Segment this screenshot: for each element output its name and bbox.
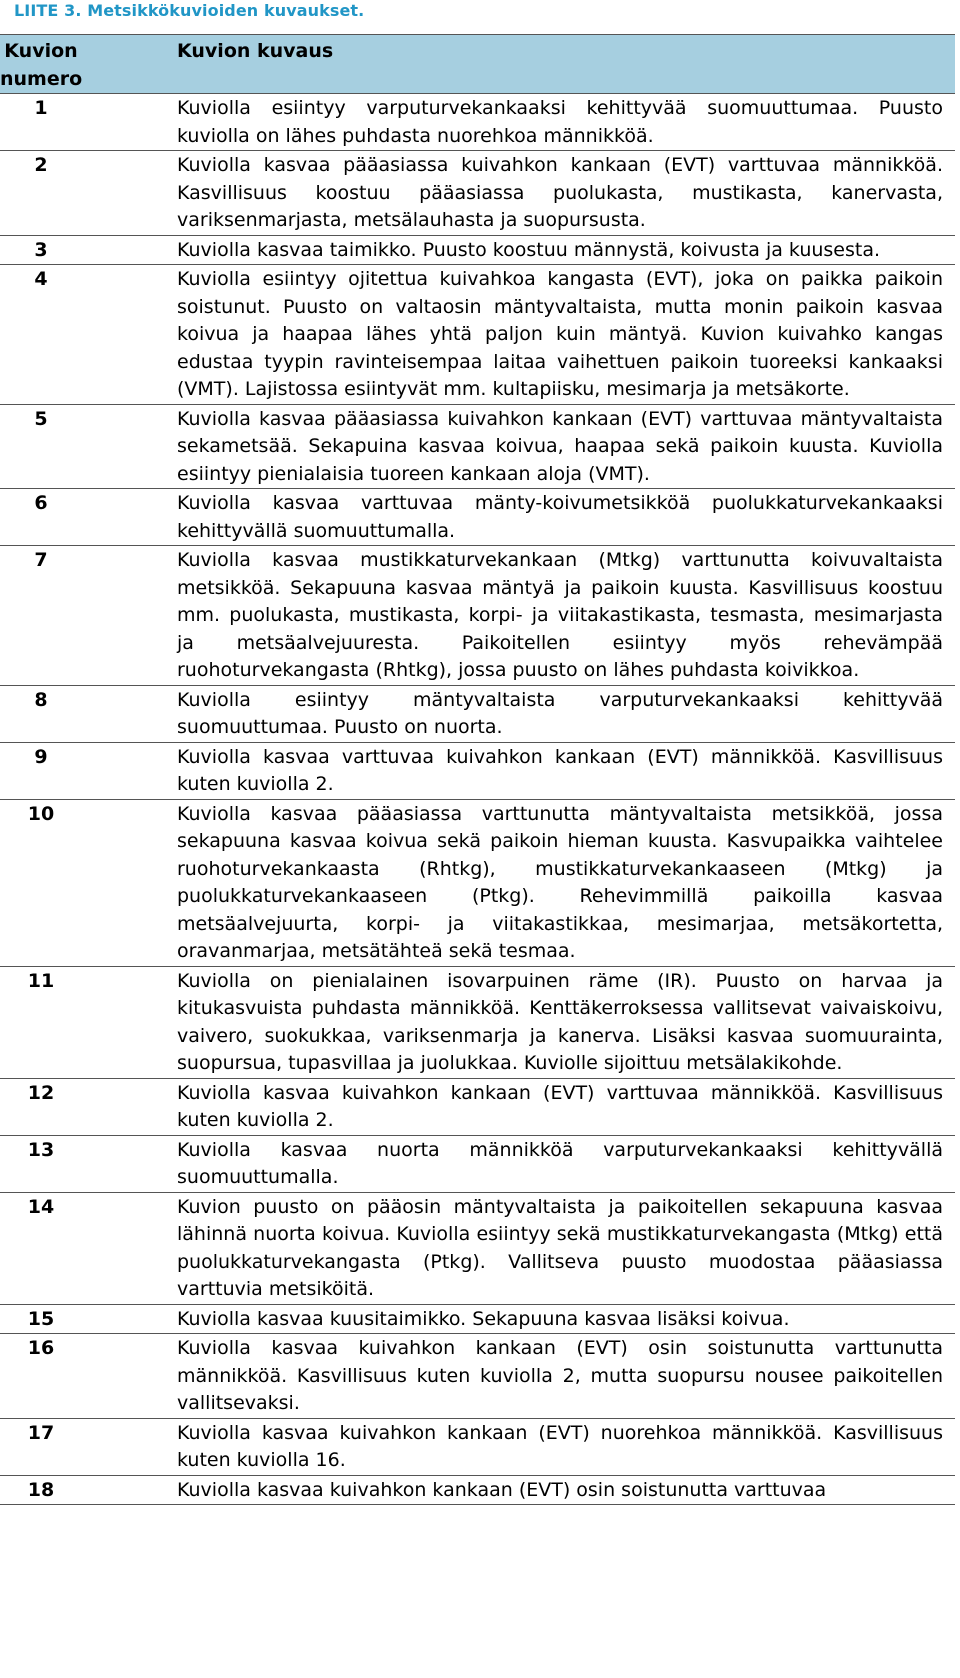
row-number: 16 (0, 1334, 172, 1419)
row-number: 6 (0, 489, 172, 546)
row-description: Kuviolla kasvaa kuivahkon kankaan (EVT) varttuvaa männikköä. Kasvillisuus kuten kuviolla 2. (172, 1078, 955, 1135)
table-row (0, 1475, 955, 1505)
document-title: LIITE 3. Metsikkökuvioiden kuvaukset. (14, 1, 365, 20)
table-row (0, 1192, 955, 1304)
table-row (0, 265, 955, 405)
row-number: 11 (0, 966, 172, 1078)
row-number: 17 (0, 1418, 172, 1475)
table-row (0, 1135, 955, 1192)
row-description: Kuviolla esiintyy varputurvekankaaksi kehittyvää suomuuttumaa. Puusto kuviolla on lähes puhdasta nuorehkoa männikköä. (172, 94, 955, 151)
table-row (0, 966, 955, 1078)
row-number: 1 (0, 94, 172, 151)
row-description: Kuviolla kasvaa kuusitaimikko. Sekapuuna kasvaa lisäksi koivua. (172, 1304, 955, 1334)
table-row (0, 685, 955, 742)
row-number: 9 (0, 742, 172, 799)
row-number: 8 (0, 685, 172, 742)
row-description: Kuviolla kasvaa varttuvaa mänty-koivumetsikköä puolukkaturvekankaaksi kehittyvällä suomuuttumalla. (172, 489, 955, 546)
row-number: 13 (0, 1135, 172, 1192)
row-number: 15 (0, 1304, 172, 1334)
table-row (0, 742, 955, 799)
row-number: 18 (0, 1475, 172, 1505)
row-number: 12 (0, 1078, 172, 1135)
row-number: 7 (0, 546, 172, 686)
header-kuvion-kuvaus: Kuvion kuvaus (172, 35, 955, 94)
header-kuvion-numero: Kuvion numero (0, 35, 172, 94)
row-description: Kuviolla kasvaa varttuvaa kuivahkon kankaan (EVT) männikköä. Kasvillisuus kuten kuviolla 2. (172, 742, 955, 799)
table-row (0, 404, 955, 489)
table-row (0, 151, 955, 236)
row-number: 14 (0, 1192, 172, 1304)
row-number: 5 (0, 404, 172, 489)
table-row (0, 1304, 955, 1334)
row-description: Kuviolla kasvaa pääasiassa kuivahkon kankaan (EVT) varttuvaa mäntyvaltaista sekametsää. Sekapuina kasvaa koivua, haapaa sekä paikoin kuusta. Kuviolla esiintyy pienialaisia tuoreen kankaan aloja (VMT). (172, 404, 955, 489)
row-description: Kuviolla kasvaa kuivahkon kankaan (EVT) nuorehkoa männikköä. Kasvillisuus kuten kuviolla 16. (172, 1418, 955, 1475)
table-row (0, 489, 955, 546)
table-row (0, 1334, 955, 1419)
row-number: 10 (0, 799, 172, 966)
row-description: Kuviolla esiintyy ojitettua kuivahkoa kangasta (EVT), joka on paikka paikoin soistunut. Puusto on valtaosin mäntyvaltaista, mutta monin paikoin kasvaa koivua ja haapaa lähes yhtä paljon kuin mäntyä. Kuvion kuivahko kangas edustaa tyypin ravinteisempaa laitaa vaihettuen paikoin tuoreeksi kankaaksi (VMT). Lajistossa esiintyvät mm. kultapiisku, mesimarja ja metsäkorte. (172, 265, 955, 405)
row-number: 2 (0, 151, 172, 236)
row-description: Kuviolla kasvaa mustikkaturvekankaan (Mtkg) varttunutta koivuvaltaista metsikköä. Sekapuuna kasvaa mäntyä ja paikoin kuusta. Kasvillisuus koostuu mm. puolukasta, mustikasta, korpi- ja viitakastikasta, tesmasta, mesimarjasta ja metsäalvejuuresta. Paikoitellen esiintyy myös rehevämpää ruohoturvekangasta (Rhtkg), jossa puusto on lähes puhdasta koivikkoa. (172, 546, 955, 686)
table-header-row (0, 35, 955, 94)
table-row (0, 235, 955, 265)
row-number: 4 (0, 265, 172, 405)
row-description: Kuviolla kasvaa kuivahkon kankaan (EVT) osin soistunutta varttunutta männikköä. Kasvillisuus kuten kuviolla 2, mutta suopursu nousee paikoitellen vallitsevaksi. (172, 1334, 955, 1419)
table-row (0, 94, 955, 151)
row-description: Kuviolla kasvaa taimikko. Puusto koostuu männystä, koivusta ja kuusesta. (172, 235, 955, 265)
row-description: Kuviolla kasvaa kuivahkon kankaan (EVT) osin soistunutta varttuvaa (172, 1475, 955, 1505)
row-description: Kuviolla esiintyy mäntyvaltaista varputurvekankaaksi kehittyvää suomuuttumaa. Puusto on nuorta. (172, 685, 955, 742)
table-row (0, 1078, 955, 1135)
description-table (0, 34, 955, 1505)
row-description: Kuviolla kasvaa pääasiassa varttunutta mäntyvaltaista metsikköä, jossa sekapuuna kasvaa koivua sekä paikoin hieman kuusta. Kasvupaikka vaihtelee ruohoturvekankaasta (Rhtkg), mustikkaturvekankaaseen (Mtkg) ja puolukkaturvekankaaseen (Ptkg). Rehevimmillä paikoilla kasvaa metsäalvejuurta, korpi- ja viitakastikkaa, mesimarjaa, metsäkortetta, oravanmarjaa, metsätähteä sekä tesmaa. (172, 799, 955, 966)
row-number: 3 (0, 235, 172, 265)
row-description: Kuviolla kasvaa pääasiassa kuivahkon kankaan (EVT) varttuvaa männikköä. Kasvillisuus koostuu pääasiassa puolukasta, mustikasta, kanervasta, variksenmarjasta, metsälauhasta ja suopursusta. (172, 151, 955, 236)
row-description: Kuviolla kasvaa nuorta männikköä varputurvekankaaksi kehittyvällä suomuuttumalla. (172, 1135, 955, 1192)
row-description: Kuviolla on pienialainen isovarpuinen räme (IR). Puusto on harvaa ja kitukasvuista puhdasta männikköä. Kenttäkerroksessa vallitsevat vaivaiskoivu, vaivero, suokukkaa, variksenmarja ja kanerva. Lisäksi kasvaa suomuurainta, suopursua, tupasvillaa ja juolukkaa. Kuviolle sijoittuu metsälakikohde. (172, 966, 955, 1078)
table-row (0, 546, 955, 686)
table-row (0, 1418, 955, 1475)
table-row (0, 799, 955, 966)
row-description: Kuvion puusto on pääosin mäntyvaltaista ja paikoitellen sekapuuna kasvaa lähinnä nuorta koivua. Kuviolla esiintyy sekä mustikkaturvekangasta (Mtkg) että puolukkaturvekangasta (Ptkg). Vallitseva puusto muodostaa pääasiassa varttuvia metsiköitä. (172, 1192, 955, 1304)
